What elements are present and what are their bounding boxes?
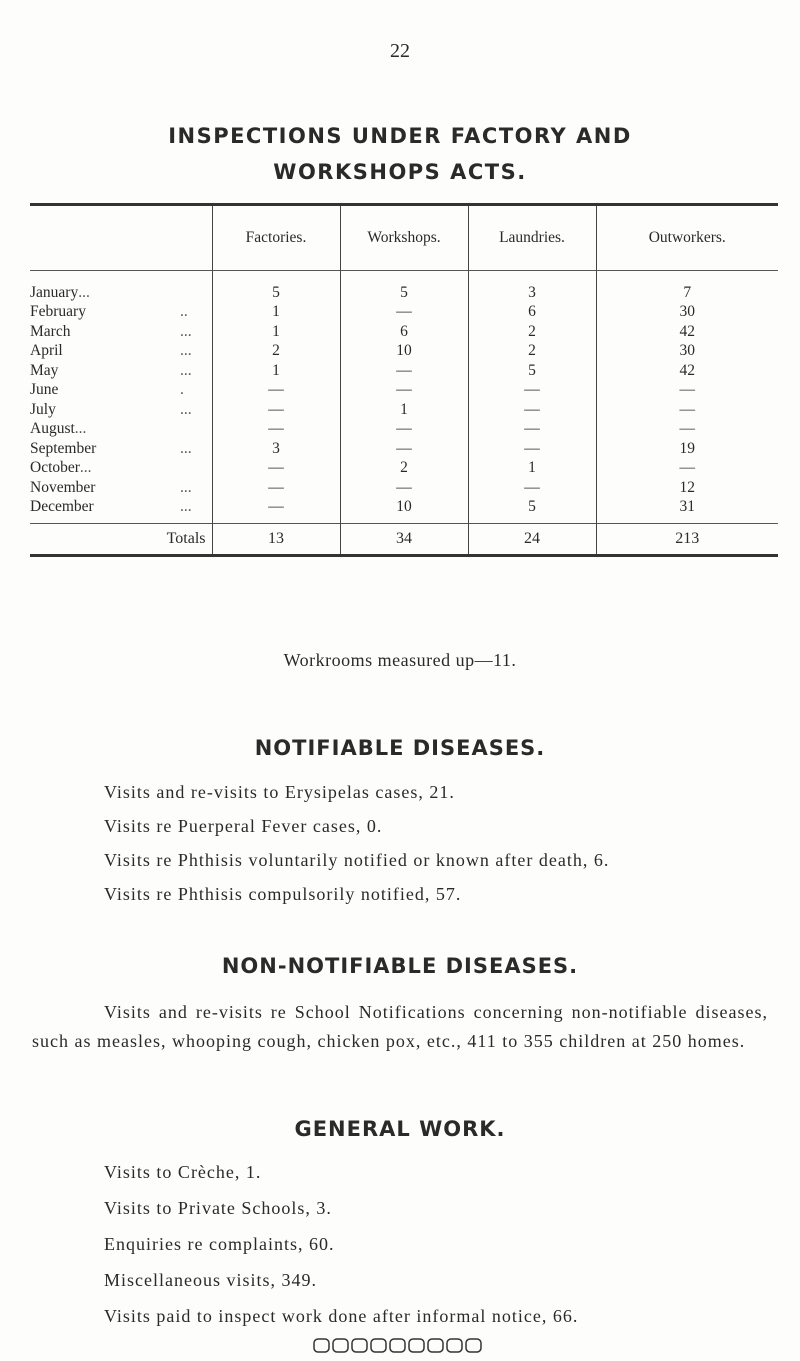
factories-cell: — [212,381,340,401]
header-workshops: Workshops. [340,205,468,271]
month-label: November [30,478,96,496]
title-line-1: INSPECTIONS UNDER FACTORY AND [168,124,632,148]
dot-leader: ... [180,342,192,360]
workshops-cell: — [340,381,468,401]
laundries-cell: 5 [468,498,596,524]
laundries-cell: 6 [468,303,596,323]
table-row [30,361,778,381]
month-cell [30,478,212,498]
laundries-cell: — [468,439,596,459]
laundries-cell: — [468,381,596,401]
table-row [30,342,778,362]
dot-leader: .. [180,303,188,321]
laundries-cell: — [468,420,596,440]
factories-cell: 1 [212,322,340,342]
month-cell [30,400,212,420]
ornament-piece [352,1339,367,1352]
page-title [0,118,800,190]
total-workshops: 34 [340,524,468,556]
factories-cell: 3 [212,439,340,459]
notifiable-line-2: Visits re Puerperal Fever cases, 0. [104,816,383,836]
workshops-cell: — [340,420,468,440]
total-laundries: 24 [468,524,596,556]
header-laundries: Laundries. [468,205,596,271]
non-notifiable-paragraph: Visits and re-visits re School Notifications concerning non-notifiable diseases, such as measles, whooping cough, chicken pox, etc., 411 to 355 children at 250 homes. [32,1002,768,1051]
factories-cell: — [212,498,340,524]
dot-leader: ... [78,283,90,301]
dot-leader: ... [74,420,87,438]
workshops-cell: 1 [340,400,468,420]
workrooms-note: Workrooms measured up—11. [283,650,517,670]
table-row [30,420,778,440]
dot-leader: ... [180,322,192,340]
factories-cell: 2 [212,342,340,362]
factories-cell: — [212,478,340,498]
month-label: August [30,420,75,438]
month-cell [30,342,212,362]
general-work-line-2: Visits to Private Schools, 3. [104,1198,332,1218]
factories-cell: 1 [212,303,340,323]
ornament-piece [390,1339,405,1352]
dot-leader: ... [180,439,192,457]
month-label: February [30,303,86,321]
laundries-cell: 5 [468,361,596,381]
totals-label: Totals [30,524,212,556]
general-work-line-4: Miscellaneous visits, 349. [104,1270,317,1290]
workshops-cell: — [340,478,468,498]
month-label: January [30,283,79,301]
table-row [30,271,778,303]
header-factories: Factories. [212,205,340,271]
table-row [30,439,778,459]
month-cell [30,303,212,323]
laundries-cell: 1 [468,459,596,479]
dot-leader: ... [180,400,192,418]
factories-cell: — [212,459,340,479]
table-row [30,400,778,420]
general-work-heading: GENERAL WORK. [294,1117,506,1141]
table-row [30,498,778,524]
dot-leader: ... [79,459,92,477]
header-month [30,205,212,271]
table-row [30,381,778,401]
ornament-piece [333,1339,348,1352]
table-row [30,459,778,479]
workshops-cell: 10 [340,342,468,362]
laundries-cell: — [468,478,596,498]
title-line-2: WORKSHOPS ACTS. [273,160,527,184]
month-label: April [30,342,63,360]
month-cell [30,439,212,459]
outworkers-cell: 7 [596,271,778,303]
month-label: March [30,322,71,340]
table-row [30,322,778,342]
month-label: September [30,439,97,457]
notifiable-heading: NOTIFIABLE DISEASES. [254,736,546,760]
ornament-piece [314,1339,329,1352]
printers-ornament-icon [0,1335,800,1361]
dot-leader: ... [180,498,192,516]
outworkers-cell: 19 [596,439,778,459]
total-outworkers: 213 [596,524,778,556]
table-row [30,478,778,498]
dot-leader: ... [180,478,192,496]
workshops-cell: 10 [340,498,468,524]
month-label: December [30,498,94,516]
laundries-cell: — [468,400,596,420]
laundries-cell: 2 [468,322,596,342]
dot-leader: ... [180,361,192,379]
workshops-cell: 2 [340,459,468,479]
total-factories: 13 [212,524,340,556]
workshops-cell: 5 [340,271,468,303]
ornament-piece [409,1339,424,1352]
table-header-row [30,205,778,271]
outworkers-cell: 31 [596,498,778,524]
ornament-piece [447,1339,462,1352]
outworkers-cell: 30 [596,342,778,362]
month-cell [30,420,212,440]
outworkers-cell: 30 [596,303,778,323]
notifiable-line-4: Visits re Phthisis compulsorily notified, 57. [104,884,462,904]
totals-row [30,524,778,556]
month-label: October [30,459,80,477]
month-cell [30,322,212,342]
factories-cell: 1 [212,361,340,381]
factories-cell: 5 [212,271,340,303]
outworkers-cell: — [596,381,778,401]
workshops-cell: — [340,439,468,459]
month-cell [30,361,212,381]
notifiable-line-1: Visits and re-visits to Erysipelas cases, 21. [104,782,455,802]
factories-cell: — [212,420,340,440]
outworkers-cell: 42 [596,322,778,342]
month-label: July [30,400,56,418]
month-cell [30,381,212,401]
general-work-line-5: Visits paid to inspect work done after informal notice, 66. [104,1306,579,1326]
month-cell [30,498,212,524]
month-cell [30,271,212,303]
inspections-table [30,203,778,557]
factories-cell: — [212,400,340,420]
outworkers-cell: 12 [596,478,778,498]
outworkers-cell: — [596,459,778,479]
workshops-cell: — [340,361,468,381]
page-number: 22 [390,40,410,62]
outworkers-cell: 42 [596,361,778,381]
table-row [30,303,778,323]
non-notifiable-heading: NON-NOTIFIABLE DISEASES. [221,954,579,978]
ornament-piece [371,1339,386,1352]
laundries-cell: 3 [468,271,596,303]
month-cell [30,459,212,479]
month-label: May [30,361,59,379]
workshops-cell: 6 [340,322,468,342]
outworkers-cell: — [596,400,778,420]
outworkers-cell: — [596,420,778,440]
month-label: June [30,381,59,399]
ornament-piece [428,1339,443,1352]
notifiable-line-3: Visits re Phthisis voluntarily notified or known after death, 6. [104,850,610,870]
ornament-piece [466,1339,481,1352]
workshops-cell: — [340,303,468,323]
laundries-cell: 2 [468,342,596,362]
dot-leader: . [180,381,184,399]
general-work-line-1: Visits to Crèche, 1. [104,1162,262,1182]
general-work-line-3: Enquiries re complaints, 60. [104,1234,335,1254]
header-outworkers: Outworkers. [596,205,778,271]
